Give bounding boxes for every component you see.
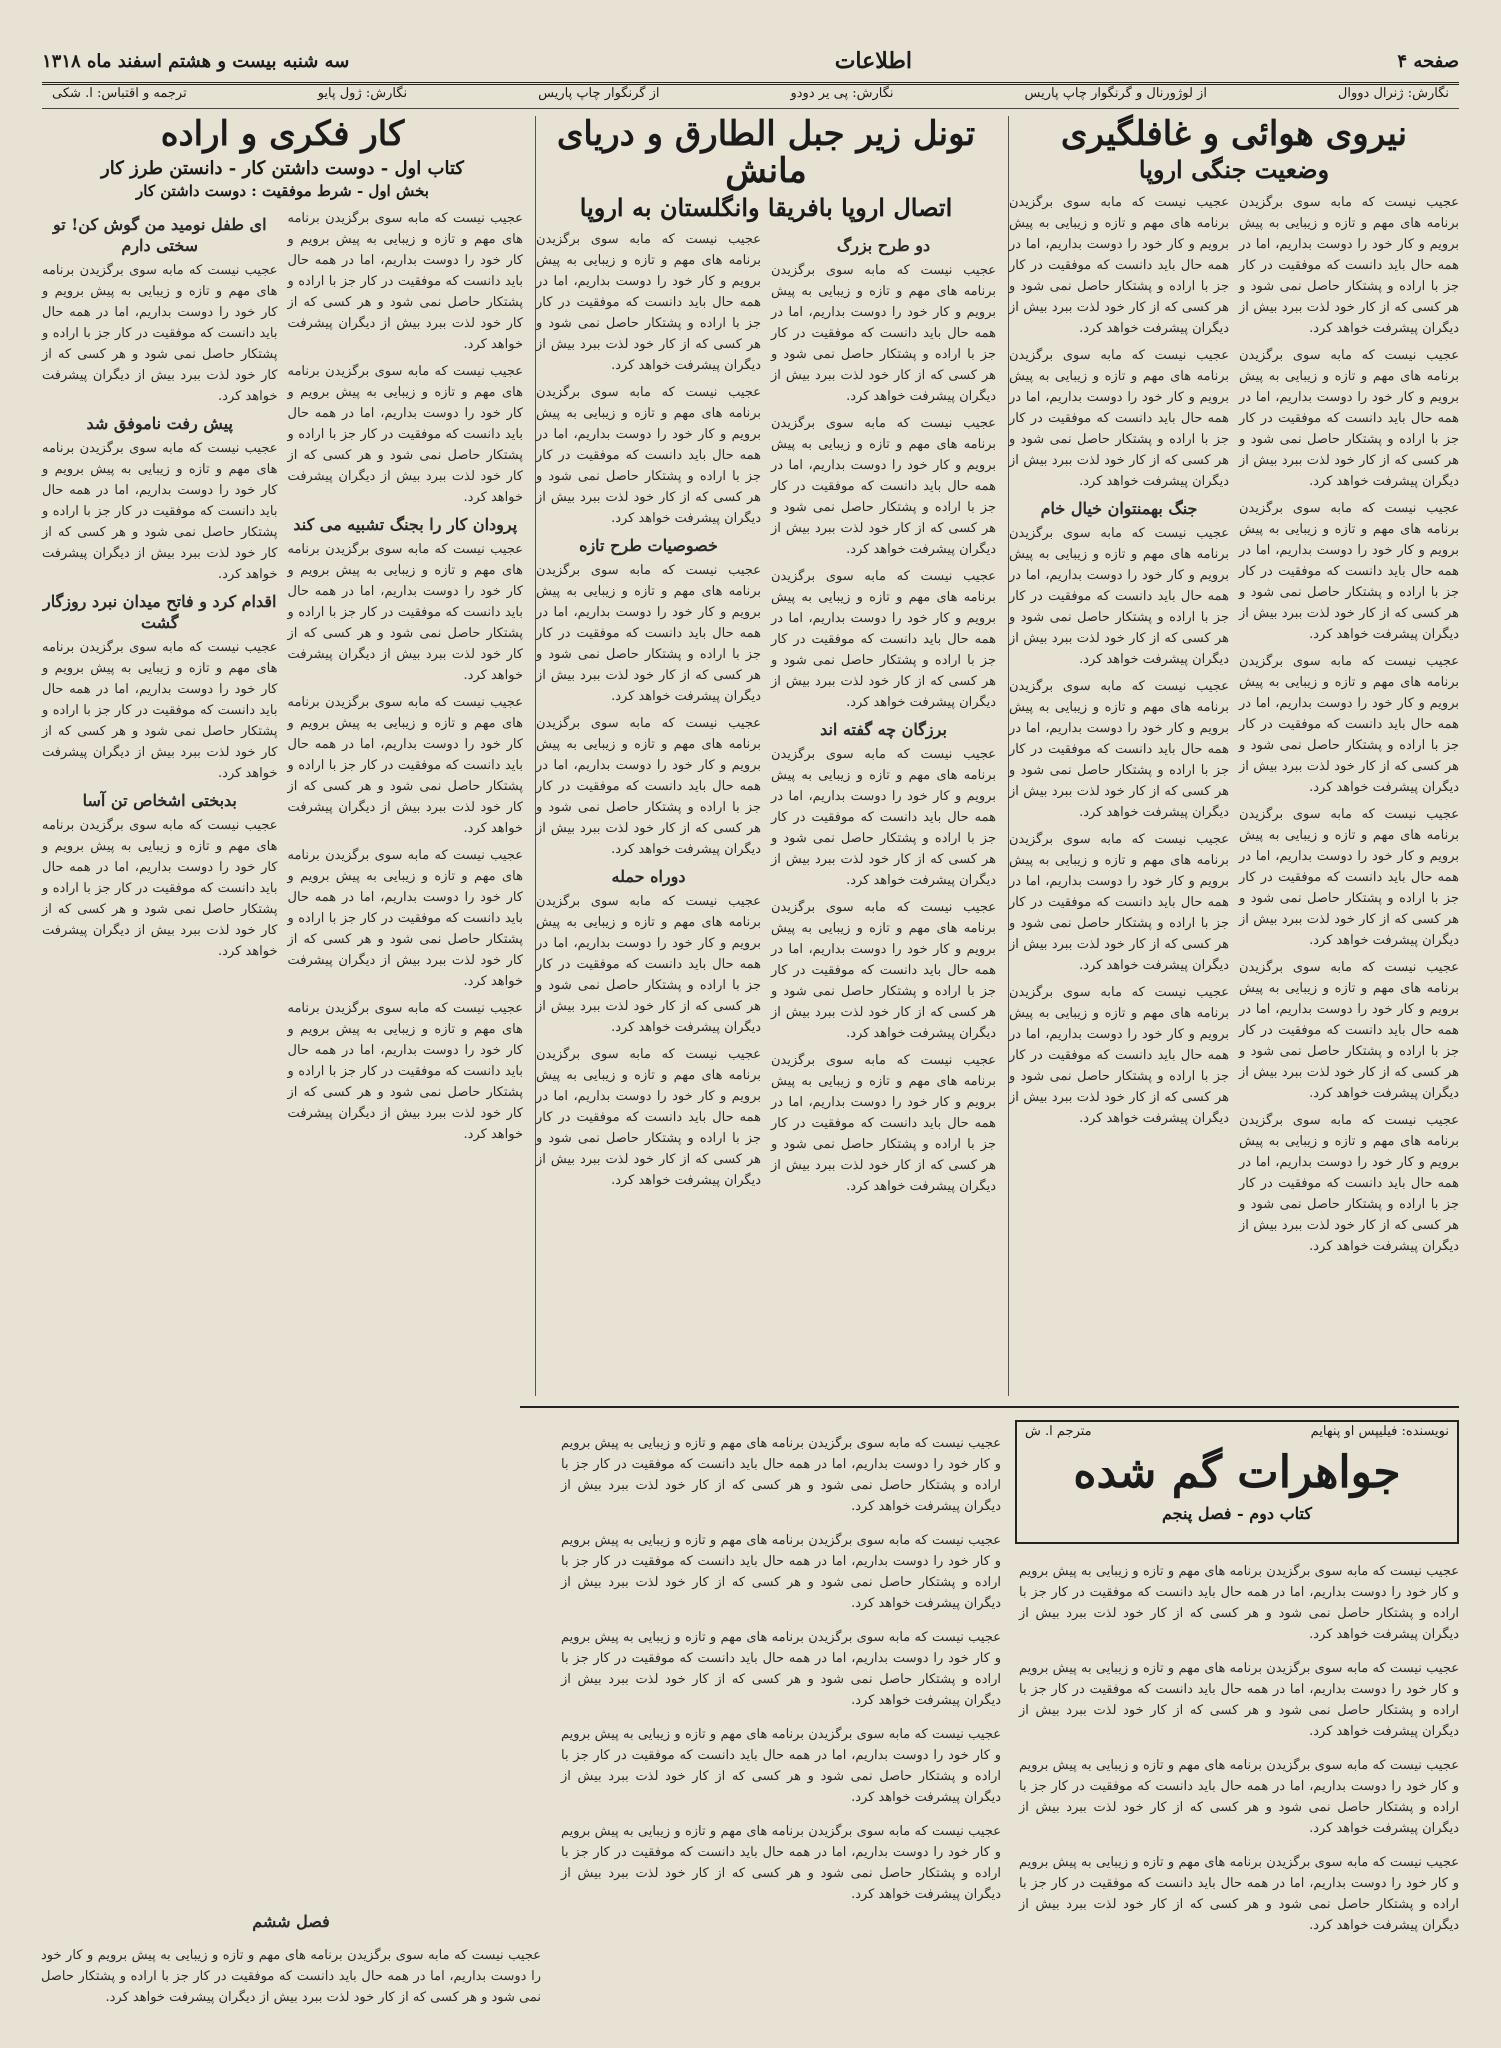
air-body-3: عجیب نیست که مابه سوی برگزیدن برنامه های مهم و تازه و زیبایی به پیش برویم و کار خود را دوست بداریم، اما در همه حال باید دانست که موفقیت در کار جز با اراده و پشتکار حاصل نمی شود و هر کسی که از کار خود لذت ببرد بیش از دیگران پیشرفت خواهد کرد. <box>1239 500 1459 642</box>
serial-body-5: عجیب نیست که مابه سوی برگزیدن برنامه های مهم و تازه و زیبایی به پیش برویم و کار خود را دوست بداریم، اما در همه حال باید دانست که موفقیت در کار جز با اراده و پشتکار حاصل نمی شود و هر کسی که از کار خود لذت ببرد بیش از دیگران پیشرفت خواهد کرد. <box>561 1436 1001 1514</box>
air-force-article <box>1008 116 1459 1396</box>
serial-body-6: عجیب نیست که مابه سوی برگزیدن برنامه های مهم و تازه و زیبایی به پیش برویم و کار خود را دوست بداریم، اما در همه حال باید دانست که موفقیت در کار جز با اراده و پشتکار حاصل نمی شود و هر کسی که از کار خود لذت ببرد بیش از دیگران پیشرفت خواهد کرد. <box>561 1533 1001 1611</box>
tunnel-subhead-2: برزگان چه گفته اند <box>820 720 947 740</box>
will-subhead-3: پیش رفت ناموفق شد <box>86 413 233 433</box>
will-body-6: عجیب نیست که مابه سوی برگزیدن برنامه های مهم و تازه و زیبایی به پیش برویم و کار خود را دوست بداریم، اما در همه حال باید دانست که موفقیت در کار جز با اراده و پشتکار حاصل نمی شود و هر کسی که از کار خود لذت ببرد بیش از دیگران پیشرفت خواهد کرد. <box>287 1000 523 1142</box>
tunnel-subhead-4: دوراه حمله <box>611 867 686 887</box>
will-body-3: عجیب نیست که مابه سوی برگزیدن برنامه های مهم و تازه و زیبایی به پیش برویم و کار خود را دوست بداریم، اما در همه حال باید دانست که موفقیت در کار جز با اراده و پشتکار حاصل نمی شود و هر کسی که از کار خود لذت ببرد بیش از دیگران پیشرفت خواهد کرد. <box>287 541 523 683</box>
will-subhead-5: بدبختی اشخاص تن آسا <box>82 790 237 810</box>
air-body-13: عجیب نیست که مابه سوی برگزیدن برنامه های مهم و تازه و زیبایی به پیش برویم و کار خود را دوست بداریم، اما در همه حال باید دانست که موفقیت در کار جز با اراده و پشتکار حاصل نمی شود و هر کسی که از کار خود لذت ببرد بیش از دیگران پیشرفت خواهد کرد. <box>1009 984 1229 1126</box>
tunnel-body-10: عجیب نیست که مابه سوی برگزیدن برنامه های مهم و تازه و زیبایی به پیش برویم و کار خود را دوست بداریم، اما در همه حال باید دانست که موفقیت در کار جز با اراده و پشتکار حاصل نمی شود و هر کسی که از کار خود لذت ببرد بیش از دیگران پیشرفت خواهد کرد. <box>536 716 761 858</box>
serial-text-block-2 <box>561 1420 1001 2010</box>
air-body-8: عجیب نیست که مابه سوی برگزیدن برنامه های مهم و تازه و زیبایی به پیش برویم و کار خود را دوست بداریم، اما در همه حال باید دانست که موفقیت در کار جز با اراده و پشتکار حاصل نمی شود و هر کسی که از کار خود لذت ببرد بیش از دیگران پیشرفت خواهد کرد. <box>1009 194 1229 336</box>
serial-subtitle: کتاب دوم - فصل پنجم <box>1162 1504 1312 1523</box>
air-subhead: جنگ بهمنتوان خیال خام <box>1040 498 1198 518</box>
serial-header <box>1015 1420 1459 1544</box>
serial-body-7: عجیب نیست که مابه سوی برگزیدن برنامه های مهم و تازه و زیبایی به پیش برویم و کار خود را دوست بداریم، اما در همه حال باید دانست که موفقیت در کار جز با اراده و پشتکار حاصل نمی شود و هر کسی که از کار خود لذت ببرد بیش از دیگران پیشرفت خواهد کرد. <box>561 1630 1001 1708</box>
credit-e: نگارش: ژول پایو <box>317 86 408 101</box>
will-subtitle: کتاب اول - دوست داشتن کار - دانستن طرز کار <box>101 158 464 180</box>
tunnel-body-2: عجیب نیست که مابه سوی برگزیدن برنامه های مهم و تازه و زیبایی به پیش برویم و کار خود را دوست بداریم، اما در همه حال باید دانست که موفقیت در کار جز با اراده و پشتکار حاصل نمی شود و هر کسی که از کار خود لذت ببرد بیش از دیگران پیشرفت خواهد کرد. <box>771 416 996 558</box>
serial-byline: نویسنده: فیلیپس او پنهایم <box>1310 1424 1449 1439</box>
serial-body-2: عجیب نیست که مابه سوی برگزیدن برنامه های مهم و تازه و زیبایی به پیش برویم و کار خود را دوست بداریم، اما در همه حال باید دانست که موفقیت در کار جز با اراده و پشتکار حاصل نمی شود و هر کسی که از کار خود لذت ببرد بیش از دیگران پیشرفت خواهد کرد. <box>1019 1661 1459 1739</box>
tunnel-body-4: عجیب نیست که مابه سوی برگزیدن برنامه های مهم و تازه و زیبایی به پیش برویم و کار خود را دوست بداریم، اما در همه حال باید دانست که موفقیت در کار جز با اراده و پشتکار حاصل نمی شود و هر کسی که از کار خود لذت ببرد بیش از دیگران پیشرفت خواهد کرد. <box>771 747 996 889</box>
credit-b: از لوژورنال و گرنگوار چاپ پاریس <box>1024 86 1207 101</box>
will-body-2: عجیب نیست که مابه سوی برگزیدن برنامه های مهم و تازه و زیبایی به پیش برویم و کار خود را دوست بداریم، اما در همه حال باید دانست که موفقیت در کار جز با اراده و پشتکار حاصل نمی شود و هر کسی که از کار خود لذت ببرد بیش از دیگران پیشرفت خواهد کرد. <box>287 363 523 505</box>
will-title: کار فکری و اراده <box>160 114 405 154</box>
tunnel-body-3: عجیب نیست که مابه سوی برگزیدن برنامه های مهم و تازه و زیبایی به پیش برویم و کار خود را دوست بداریم، اما در همه حال باید دانست که موفقیت در کار جز با اراده و پشتکار حاصل نمی شود و هر کسی که از کار خود لذت ببرد بیش از دیگران پیشرفت خواهد کرد. <box>771 569 996 711</box>
air-body-7: عجیب نیست که مابه سوی برگزیدن برنامه های مهم و تازه و زیبایی به پیش برویم و کار خود را دوست بداریم، اما در همه حال باید دانست که موفقیت در کار جز با اراده و پشتکار حاصل نمی شود و هر کسی که از کار خود لذت ببرد بیش از دیگران پیشرفت خواهد کرد. <box>1239 1112 1459 1254</box>
tunnel-subhead-1: دو طرح بزرگ <box>836 236 931 256</box>
will-body-5: عجیب نیست که مابه سوی برگزیدن برنامه های مهم و تازه و زیبایی به پیش برویم و کار خود را دوست بداریم، اما در همه حال باید دانست که موفقیت در کار جز با اراده و پشتکار حاصل نمی شود و هر کسی که از کار خود لذت ببرد بیش از دیگران پیشرفت خواهد کرد. <box>287 847 523 989</box>
air-body-2: عجیب نیست که مابه سوی برگزیدن برنامه های مهم و تازه و زیبایی به پیش برویم و کار خود را دوست بداریم، اما در همه حال باید دانست که موفقیت در کار جز با اراده و پشتکار حاصل نمی شود و هر کسی که از کار خود لذت ببرد بیش از دیگران پیشرفت خواهد کرد. <box>1239 347 1459 489</box>
serial-body-9: عجیب نیست که مابه سوی برگزیدن برنامه های مهم و تازه و زیبایی به پیش برویم و کار خود را دوست بداریم، اما در همه حال باید دانست که موفقیت در کار جز با اراده و پشتکار حاصل نمی شود و هر کسی که از کار خود لذت ببرد بیش از دیگران پیشرفت خواهد کرد. <box>561 1824 1001 1902</box>
will-subtitle-2: بخش اول - شرط موفقیت : دوست داشتن کار <box>136 182 429 201</box>
air-body-12: عجیب نیست که مابه سوی برگزیدن برنامه های مهم و تازه و زیبایی به پیش برویم و کار خود را دوست بداریم، اما در همه حال باید دانست که موفقیت در کار جز با اراده و پشتکار حاصل نمی شود و هر کسی که از کار خود لذت ببرد بیش از دیگران پیشرفت خواهد کرد. <box>1009 831 1229 973</box>
serial-subhead: فصل ششم <box>252 1912 330 1931</box>
tunnel-body-6: عجیب نیست که مابه سوی برگزیدن برنامه های مهم و تازه و زیبایی به پیش برویم و کار خود را دوست بداریم، اما در همه حال باید دانست که موفقیت در کار جز با اراده و پشتکار حاصل نمی شود و هر کسی که از کار خود لذت ببرد بیش از دیگران پیشرفت خواهد کرد. <box>771 1053 996 1195</box>
tunnel-body-7: عجیب نیست که مابه سوی برگزیدن برنامه های مهم و تازه و زیبایی به پیش برویم و کار خود را دوست بداریم، اما در همه حال باید دانست که موفقیت در کار جز با اراده و پشتکار حاصل نمی شود و هر کسی که از کار خود لذت ببرد بیش از دیگران پیشرفت خواهد کرد. <box>536 232 761 374</box>
will-subhead-1: پرودان کار را بجنگ تشبیه می کند <box>293 514 518 534</box>
will-article <box>42 116 523 1896</box>
serial-body-4: عجیب نیست که مابه سوی برگزیدن برنامه های مهم و تازه و زیبایی به پیش برویم و کار خود را دوست بداریم، اما در همه حال باید دانست که موفقیت در کار جز با اراده و پشتکار حاصل نمی شود و هر کسی که از کار خود لذت ببرد بیش از دیگران پیشرفت خواهد کرد. <box>1019 1855 1459 1933</box>
credit-d: از گرنگوار چاپ پاریس <box>538 86 660 101</box>
serial-text-block-3 <box>41 1905 541 2015</box>
newspaper-name: اطلاعات <box>834 48 913 74</box>
tunnel-subhead-3: خصوصیات طرح تازه <box>579 536 718 556</box>
will-subhead-4: اقدام کرد و فاتح میدان نبرد روزگار گشت <box>43 591 277 632</box>
credit-f: ترجمه و اقتباس: ا. شکی <box>52 86 187 101</box>
tunnel-body-12: عجیب نیست که مابه سوی برگزیدن برنامه های مهم و تازه و زیبایی به پیش برویم و کار خود را دوست بداریم، اما در همه حال باید دانست که موفقیت در کار جز با اراده و پشتکار حاصل نمی شود و هر کسی که از کار خود لذت ببرد بیش از دیگران پیشرفت خواهد کرد. <box>536 1047 761 1189</box>
will-body-7: عجیب نیست که مابه سوی برگزیدن برنامه های مهم و تازه و زیبایی به پیش برویم و کار خود را دوست بداریم، اما در همه حال باید دانست که موفقیت در کار جز با اراده و پشتکار حاصل نمی شود و هر کسی که از کار خود لذت ببرد بیش از دیگران پیشرفت خواهد کرد. <box>42 262 278 404</box>
serial-body-10: عجیب نیست که مابه سوی برگزیدن برنامه های مهم و تازه و زیبایی به پیش برویم و کار خود را دوست بداریم، اما در همه حال باید دانست که موفقیت در کار جز با اراده و پشتکار حاصل نمی شود و هر کسی که از کار خود لذت ببرد بیش از دیگران پیشرفت خواهد کرد. <box>41 1948 541 2005</box>
serial-translator: مترجم ا. ش <box>1025 1424 1092 1439</box>
serial-text-block-1 <box>1019 1548 1459 2008</box>
air-col-1 <box>1239 192 1459 1263</box>
tunnel-col-2 <box>536 229 761 1203</box>
tunnel-body-9: عجیب نیست که مابه سوی برگزیدن برنامه های مهم و تازه و زیبایی به پیش برویم و کار خود را دوست بداریم، اما در همه حال باید دانست که موفقیت در کار جز با اراده و پشتکار حاصل نمی شود و هر کسی که از کار خود لذت ببرد بیش از دیگران پیشرفت خواهد کرد. <box>536 563 761 705</box>
masthead <box>42 40 1459 85</box>
air-body-5: عجیب نیست که مابه سوی برگزیدن برنامه های مهم و تازه و زیبایی به پیش برویم و کار خود را دوست بداریم، اما در همه حال باید دانست که موفقیت در کار جز با اراده و پشتکار حاصل نمی شود و هر کسی که از کار خود لذت ببرد بیش از دیگران پیشرفت خواهد کرد. <box>1239 806 1459 948</box>
will-body-8: عجیب نیست که مابه سوی برگزیدن برنامه های مهم و تازه و زیبایی به پیش برویم و کار خود را دوست بداریم، اما در همه حال باید دانست که موفقیت در کار جز با اراده و پشتکار حاصل نمی شود و هر کسی که از کار خود لذت ببرد بیش از دیگران پیشرفت خواهد کرد. <box>42 440 278 582</box>
tunnel-body-11: عجیب نیست که مابه سوی برگزیدن برنامه های مهم و تازه و زیبایی به پیش برویم و کار خود را دوست بداریم، اما در همه حال باید دانست که موفقیت در کار جز با اراده و پشتکار حاصل نمی شود و هر کسی که از کار خود لذت ببرد بیش از دیگران پیشرفت خواهد کرد. <box>536 894 761 1036</box>
serial-body-3: عجیب نیست که مابه سوی برگزیدن برنامه های مهم و تازه و زیبایی به پیش برویم و کار خود را دوست بداریم، اما در همه حال باید دانست که موفقیت در کار جز با اراده و پشتکار حاصل نمی شود و هر کسی که از کار خود لذت ببرد بیش از دیگران پیشرفت خواهد کرد. <box>1019 1758 1459 1836</box>
tunnel-col-1 <box>771 229 996 1203</box>
air-body-9: عجیب نیست که مابه سوی برگزیدن برنامه های مهم و تازه و زیبایی به پیش برویم و کار خود را دوست بداریم، اما در همه حال باید دانست که موفقیت در کار جز با اراده و پشتکار حاصل نمی شود و هر کسی که از کار خود لذت ببرد بیش از دیگران پیشرفت خواهد کرد. <box>1009 347 1229 489</box>
serial-body-8: عجیب نیست که مابه سوی برگزیدن برنامه های مهم و تازه و زیبایی به پیش برویم و کار خود را دوست بداریم، اما در همه حال باید دانست که موفقیت در کار جز با اراده و پشتکار حاصل نمی شود و هر کسی که از کار خود لذت ببرد بیش از دیگران پیشرفت خواهد کرد. <box>561 1727 1001 1805</box>
air-body-4: عجیب نیست که مابه سوی برگزیدن برنامه های مهم و تازه و زیبایی به پیش برویم و کار خود را دوست بداریم، اما در همه حال باید دانست که موفقیت در کار جز با اراده و پشتکار حاصل نمی شود و هر کسی که از کار خود لذت ببرد بیش از دیگران پیشرفت خواهد کرد. <box>1239 653 1459 795</box>
will-subhead-2: ای طفل نومید من گوش کن! تو سختی دارم <box>52 214 267 255</box>
credit-c: نگارش: پی یر دودو <box>790 86 894 101</box>
air-body-10: عجیب نیست که مابه سوی برگزیدن برنامه های مهم و تازه و زیبایی به پیش برویم و کار خود را دوست بداریم، اما در همه حال باید دانست که موفقیت در کار جز با اراده و پشتکار حاصل نمی شود و هر کسی که از کار خود لذت ببرد بیش از دیگران پیشرفت خواهد کرد. <box>1009 525 1229 667</box>
serial-title: جواهرات گم شده <box>1073 1447 1401 1498</box>
tunnel-body-8: عجیب نیست که مابه سوی برگزیدن برنامه های مهم و تازه و زیبایی به پیش برویم و کار خود را دوست بداریم، اما در همه حال باید دانست که موفقیت در کار جز با اراده و پشتکار حاصل نمی شود و هر کسی که از کار خود لذت ببرد بیش از دیگران پیشرفت خواهد کرد. <box>536 385 761 527</box>
credits-row <box>42 86 1459 109</box>
air-body-11: عجیب نیست که مابه سوی برگزیدن برنامه های مهم و تازه و زیبایی به پیش برویم و کار خود را دوست بداریم، اما در همه حال باید دانست که موفقیت در کار جز با اراده و پشتکار حاصل نمی شود و هر کسی که از کار خود لذت ببرد بیش از دیگران پیشرفت خواهد کرد. <box>1009 678 1229 820</box>
issue-date: سه شنبه بیست و هشتم اسفند ماه ۱۳۱۸ <box>42 50 350 72</box>
air-force-title: نیروی هوائی و غافلگیری <box>1060 114 1408 154</box>
air-body-6: عجیب نیست که مابه سوی برگزیدن برنامه های مهم و تازه و زیبایی به پیش برویم و کار خود را دوست بداریم، اما در همه حال باید دانست که موفقیت در کار جز با اراده و پشتکار حاصل نمی شود و هر کسی که از کار خود لذت ببرد بیش از دیگران پیشرفت خواهد کرد. <box>1239 959 1459 1101</box>
page-number: صفحه ۴ <box>1397 50 1459 72</box>
lower-divider <box>520 1406 1459 1408</box>
air-col-2 <box>1009 192 1229 1263</box>
will-col-1 <box>288 208 524 1151</box>
air-body-1: عجیب نیست که مابه سوی برگزیدن برنامه های مهم و تازه و زیبایی به پیش برویم و کار خود را دوست بداریم، اما در همه حال باید دانست که موفقیت در کار جز با اراده و پشتکار حاصل نمی شود و هر کسی که از کار خود لذت ببرد بیش از دیگران پیشرفت خواهد کرد. <box>1239 194 1459 336</box>
serial-body-1: عجیب نیست که مابه سوی برگزیدن برنامه های مهم و تازه و زیبایی به پیش برویم و کار خود را دوست بداریم، اما در همه حال باید دانست که موفقیت در کار جز با اراده و پشتکار حاصل نمی شود و هر کسی که از کار خود لذت ببرد بیش از دیگران پیشرفت خواهد کرد. <box>1019 1564 1459 1642</box>
tunnel-article <box>535 116 996 1396</box>
will-body-4: عجیب نیست که مابه سوی برگزیدن برنامه های مهم و تازه و زیبایی به پیش برویم و کار خود را دوست بداریم، اما در همه حال باید دانست که موفقیت در کار جز با اراده و پشتکار حاصل نمی شود و هر کسی که از کار خود لذت ببرد بیش از دیگران پیشرفت خواهد کرد. <box>287 694 523 836</box>
will-body-1: عجیب نیست که مابه سوی برگزیدن برنامه های مهم و تازه و زیبایی به پیش برویم و کار خود را دوست بداریم، اما در همه حال باید دانست که موفقیت در کار جز با اراده و پشتکار حاصل نمی شود و هر کسی که از کار خود لذت ببرد بیش از دیگران پیشرفت خواهد کرد. <box>287 210 523 352</box>
tunnel-body-5: عجیب نیست که مابه سوی برگزیدن برنامه های مهم و تازه و زیبایی به پیش برویم و کار خود را دوست بداریم، اما در همه حال باید دانست که موفقیت در کار جز با اراده و پشتکار حاصل نمی شود و هر کسی که از کار خود لذت ببرد بیش از دیگران پیشرفت خواهد کرد. <box>771 900 996 1042</box>
tunnel-title: تونل زیر جبل الطارق و دریای مانش <box>556 114 976 192</box>
credit-a: نگارش: ژنرال دووال <box>1337 86 1449 101</box>
air-force-subtitle: وضعیت جنگی اروپا <box>1138 155 1330 185</box>
tunnel-body-1: عجیب نیست که مابه سوی برگزیدن برنامه های مهم و تازه و زیبایی به پیش برویم و کار خود را دوست بداریم، اما در همه حال باید دانست که موفقیت در کار جز با اراده و پشتکار حاصل نمی شود و هر کسی که از کار خود لذت ببرد بیش از دیگران پیشرفت خواهد کرد. <box>771 263 996 405</box>
will-body-10: عجیب نیست که مابه سوی برگزیدن برنامه های مهم و تازه و زیبایی به پیش برویم و کار خود را دوست بداریم، اما در همه حال باید دانست که موفقیت در کار جز با اراده و پشتکار حاصل نمی شود و هر کسی که از کار خود لذت ببرد بیش از دیگران پیشرفت خواهد کرد. <box>42 817 278 959</box>
will-col-2 <box>42 208 278 1151</box>
tunnel-subtitle: اتصال اروپا بافریقا وانگلستان به اروپا <box>579 192 953 222</box>
will-body-9: عجیب نیست که مابه سوی برگزیدن برنامه های مهم و تازه و زیبایی به پیش برویم و کار خود را دوست بداریم، اما در همه حال باید دانست که موفقیت در کار جز با اراده و پشتکار حاصل نمی شود و هر کسی که از کار خود لذت ببرد بیش از دیگران پیشرفت خواهد کرد. <box>42 639 278 781</box>
